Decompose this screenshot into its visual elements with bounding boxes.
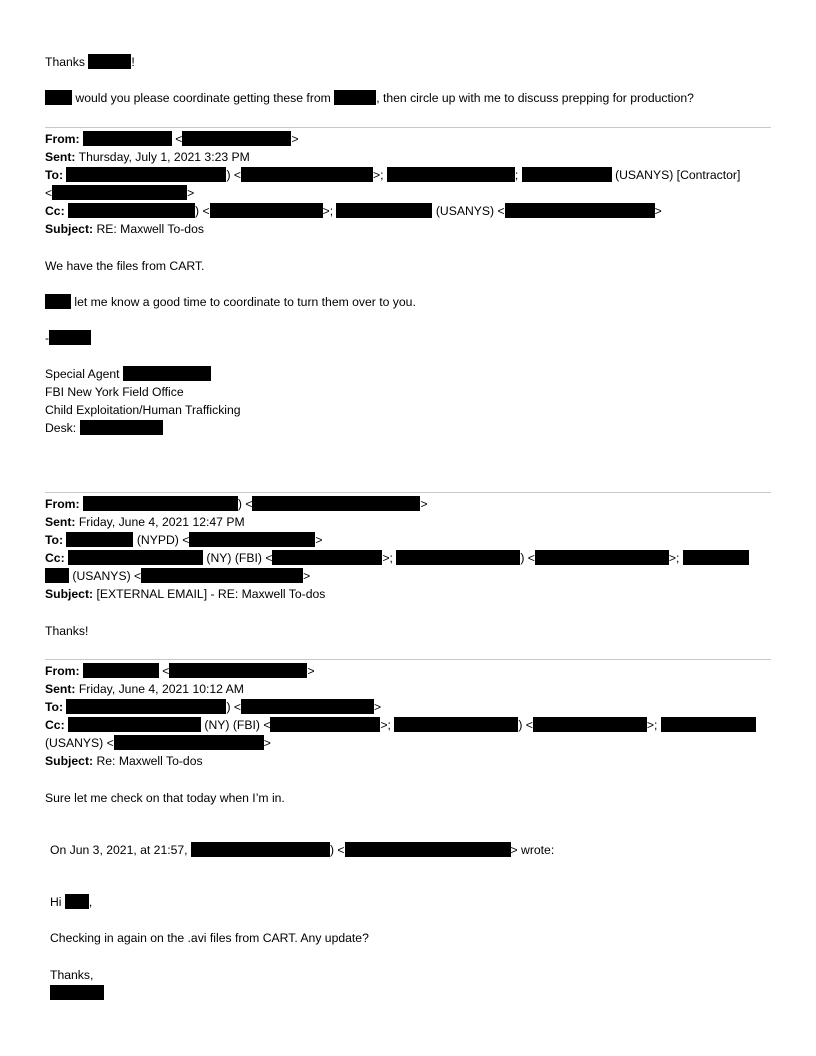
email1-cc: Cc: ) < >; (USANYS) < > [45, 204, 662, 218]
redaction-box [83, 663, 159, 678]
signature-title: Special Agent [45, 365, 211, 383]
redaction-box [210, 203, 323, 218]
redaction-box [66, 699, 226, 714]
email1-body-1: We have the files from CART. [45, 259, 205, 273]
email2-body-1: Thanks! [45, 624, 89, 638]
redaction-box [522, 167, 612, 182]
redaction-box [345, 842, 511, 857]
redaction-box [252, 496, 420, 511]
email3-subject: Subject: Re: Maxwell To-dos [45, 754, 203, 768]
redaction-box [191, 842, 330, 857]
email3-from: From: < > [45, 664, 315, 678]
redaction-box [68, 717, 201, 732]
email2-to: To: (NYPD) < > [45, 533, 323, 547]
redaction-box [661, 717, 756, 732]
redaction-box [45, 568, 69, 583]
signature-office: FBI New York Field Office [45, 385, 184, 399]
email3-cc: Cc: (NY) (FBI) < >; ) < >; [45, 716, 756, 734]
email3-body-1: Sure let me check on that today when I’m in. [45, 791, 285, 805]
redaction-box [50, 985, 104, 1000]
redaction-box [52, 185, 187, 200]
redaction-box [189, 532, 315, 547]
redaction-box [65, 894, 89, 909]
quoted-header: On Jun 3, 2021, at 21:57, ) < > wrote: [50, 843, 555, 857]
redaction-box [241, 167, 373, 182]
email3-to: To: ) < > [45, 700, 382, 714]
email1-from: From: < > [45, 132, 299, 146]
redaction-box [533, 717, 647, 732]
redaction-box [396, 550, 520, 565]
redaction-box [88, 54, 131, 69]
signature-desk: Desk: [45, 419, 163, 437]
redaction-box [272, 550, 382, 565]
email2-from: From: ) < > [45, 497, 428, 511]
email1-to-cont: < > [45, 186, 195, 200]
redaction-box [387, 167, 515, 182]
email1-body-2: let me know a good time to coordinate to turn them over to you. [45, 293, 416, 311]
quoted-signature [50, 984, 104, 1002]
quoted-thanks: Thanks, [50, 968, 94, 982]
quoted-greeting: Hi , [50, 895, 93, 909]
redaction-box [66, 167, 226, 182]
signature-unit: Child Exploitation/Human Trafficking [45, 403, 241, 417]
redaction-box [66, 532, 133, 547]
opening-thanks-line: Thanks ! [45, 55, 135, 69]
redaction-box [182, 131, 291, 146]
thanks-text: Thanks [45, 55, 85, 69]
email-separator [45, 492, 771, 493]
redaction-box [505, 203, 655, 218]
email2-subject: Subject: [EXTERNAL EMAIL] - RE: Maxwell To-dos [45, 587, 326, 601]
redaction-box [123, 366, 211, 381]
redaction-box [45, 90, 72, 105]
redaction-box [114, 735, 264, 750]
redaction-box [270, 717, 380, 732]
redaction-box [241, 699, 374, 714]
opening-request-line: would you please coordinate getting these from , then circle up with me to discuss prepping for production? [45, 89, 694, 107]
redaction-box [83, 496, 238, 511]
redaction-box [334, 90, 376, 105]
redaction-box [49, 330, 91, 345]
redaction-box [68, 550, 203, 565]
quoted-body-1: Checking in again on the .avi files from CART. Any update? [50, 931, 369, 945]
redaction-box [68, 203, 195, 218]
redaction-box [169, 663, 307, 678]
email3-sent: Sent: Friday, June 4, 2021 10:12 AM [45, 682, 244, 696]
redaction-box [141, 568, 303, 583]
email1-signoff: - [45, 329, 91, 347]
redaction-box [45, 294, 71, 309]
email1-subject: Subject: RE: Maxwell To-dos [45, 222, 204, 236]
redaction-box [394, 717, 518, 732]
redaction-box [336, 203, 432, 218]
redaction-box [683, 550, 749, 565]
redaction-box [83, 131, 172, 146]
email1-to: To: ) < >; ; (USANYS) [Contractor] [45, 168, 741, 182]
email2-sent: Sent: Friday, June 4, 2021 12:47 PM [45, 515, 245, 529]
email2-cc-cont: (USANYS) < > [45, 567, 310, 585]
email-separator [45, 127, 771, 128]
email2-cc: Cc: (NY) (FBI) < >; ) < >; [45, 549, 749, 567]
redaction-box [80, 420, 163, 435]
email3-cc-cont: (USANYS) < > [45, 736, 271, 750]
email-separator [45, 659, 771, 660]
email1-sent: Sent: Thursday, July 1, 2021 3:23 PM [45, 150, 250, 164]
redaction-box [535, 550, 669, 565]
